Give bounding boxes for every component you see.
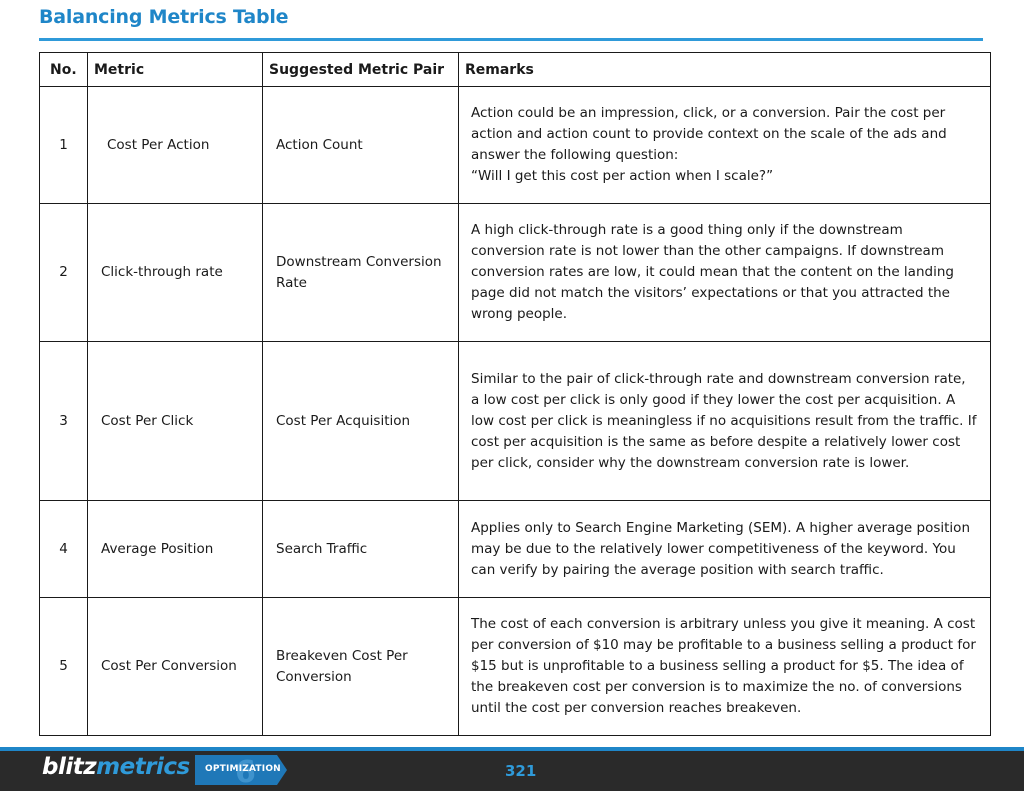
row-metric-pair: Breakeven Cost Per Conversion — [263, 598, 459, 736]
row-number: 5 — [40, 598, 88, 736]
header-pair: Suggested Metric Pair — [263, 53, 459, 87]
badge-label: OPTIMIZATION — [205, 764, 281, 774]
row-remarks: The cost of each conversion is arbitrary unless you give it meaning. A cost per conversion of $10 may be profitable to a business selling a product for $15 but is unprofitable to a business selling a product for $5. The idea of the breakeven cost per conversion is to maximize the no. of conversions until the cost per conversion reaches breakeven. — [459, 598, 991, 736]
table-row — [40, 501, 991, 598]
row-number: 3 — [40, 342, 88, 501]
row-metric: Cost Per Conversion — [88, 598, 263, 736]
table-row — [40, 204, 991, 342]
row-number: 2 — [40, 204, 88, 342]
table-row — [40, 87, 991, 204]
row-remarks-text: Action could be an impression, click, or a conversion. Pair the cost per action and action count to provide context on the scale of the ads and answer the following question: — [471, 105, 947, 163]
header-no: No. — [40, 53, 88, 87]
badge-number: 6 — [235, 755, 256, 785]
row-number: 1 — [40, 87, 88, 204]
logo-text-primary: blitz — [42, 754, 97, 780]
table-row — [40, 342, 991, 501]
row-remarks: Similar to the pair of click-through rate and downstream conversion rate, a low cost per click is only good if they lower the cost per acquisition. A low cost per click is meaningless if no acquisitions result from the traffic. If cost per acquisition is the same as before despite a relatively lower cost per click, consider why the downstream conversion rate is lower. — [459, 342, 991, 501]
row-remarks: Applies only to Search Engine Marketing (SEM). A higher average position may be due to the relatively lower competitiveness of the keyword. You can verify by pairing the average position with search traffic. — [459, 501, 991, 598]
row-remarks — [459, 87, 991, 204]
header-remarks: Remarks — [459, 53, 991, 87]
row-number: 4 — [40, 501, 88, 598]
row-metric: Click-through rate — [88, 204, 263, 342]
row-remarks: A high click-through rate is a good thing only if the downstream conversion rate is not lower than the other campaigns. If downstream conversion rates are low, it could mean that the content on the landing page did not match the visitors’ expectations or that you attracted the wrong people. — [459, 204, 991, 342]
blitzmetrics-logo — [42, 754, 190, 780]
header-metric: Metric — [88, 53, 263, 87]
row-metric-pair: Action Count — [263, 87, 459, 204]
page-number: 321 — [505, 762, 537, 780]
row-metric-pair: Downstream Conversion Rate — [263, 204, 459, 342]
table-header-row — [40, 53, 991, 87]
row-metric-pair: Cost Per Acquisition — [263, 342, 459, 501]
row-metric: Cost Per Action — [88, 87, 263, 204]
footer-accent-line — [0, 747, 1024, 751]
balancing-metrics-table — [39, 52, 991, 736]
table-row — [40, 598, 991, 736]
row-metric-pair: Search Traffic — [263, 501, 459, 598]
row-remarks-quote: “Will I get this cost per action when I scale?” — [471, 168, 774, 184]
logo-text-accent: metrics — [96, 754, 190, 780]
title-divider — [39, 38, 983, 41]
page-title: Balancing Metrics Table — [39, 6, 289, 28]
row-metric: Cost Per Click — [88, 342, 263, 501]
row-metric: Average Position — [88, 501, 263, 598]
